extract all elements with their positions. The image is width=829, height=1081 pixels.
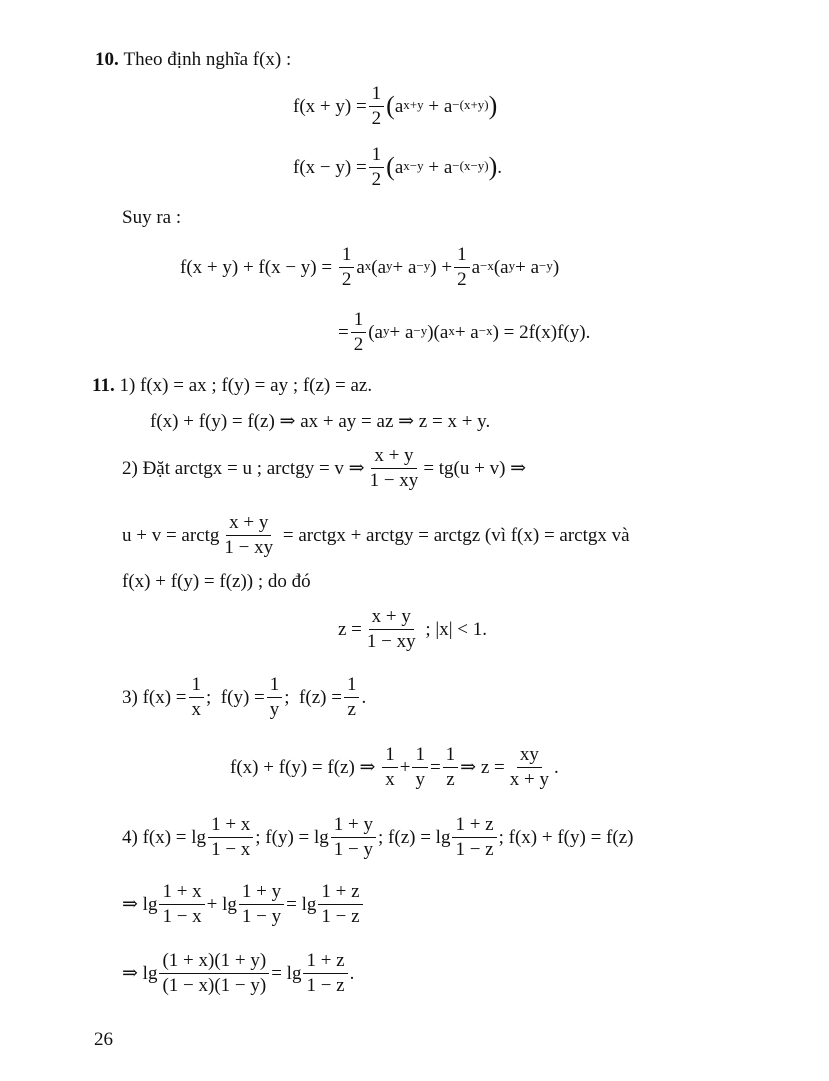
s11-p4-c: ⇒ lg $\frac{(1 + x)(1 + y)}{(1 - x)(1 - y)}$ = lg $\frac{1 + z}{1 - z}$ . [122, 950, 355, 996]
frac-lg-z: $\frac{1 + z}{1 - z}$ [303, 951, 347, 996]
frac-half: $\frac{1}{2}$ [351, 310, 367, 355]
frac-half: $\frac{1}{2}$ [369, 84, 385, 129]
eq1-lhs: f(x + y) = [293, 95, 367, 117]
eq2-lhs: f(x − y) = [293, 156, 367, 178]
frac-xy-sum: $\frac{x + y}{1 - xy}$ [366, 606, 416, 652]
frac-half: $\frac{1}{2}$ [369, 145, 385, 190]
frac-one-x: $\frac{1}{x}$ [189, 675, 205, 720]
frac-xy-sum: $\frac{x + y}{1 - xy}$ [224, 512, 274, 558]
s10-intro-line [95, 50, 291, 69]
s11-p1-a: 11. 1) f(x) = ax ; f(y) = ay ; f(z) = az. [92, 375, 373, 396]
s10-intro: Theo định nghĩa f(x) : [123, 49, 292, 70]
frac-one-y: $\frac{1}{y}$ [412, 745, 428, 790]
s10-suyra: Suy ra : [122, 207, 182, 228]
s11-number: 11. [92, 375, 115, 396]
s11-p2-d: z = $\frac{x + y}{1 - xy}$ ; |x| < 1. [338, 606, 487, 652]
s10-eq1: f(x + y) = $\frac{1}{2}$ ( a $^{x+y}$ + a $^{-(x+y)}$ ) [293, 83, 498, 129]
frac-lg-prod: $\frac{(1 + x)(1 + y)}{(1 - x)(1 - y)}$ [159, 951, 269, 996]
frac-lg-x: $\frac{1 + x}{1 - x}$ [208, 815, 253, 860]
s10-eq2: f(x − y) = $\frac{1}{2}$ ( a $^{x-y}$ + a $^{-(x-y)}$ ) . [293, 144, 503, 190]
frac-one-x: $\frac{1}{x}$ [382, 745, 398, 790]
frac-lg-x: $\frac{1 + x}{1 - x}$ [159, 882, 204, 927]
s11-p4-b: ⇒ lg $\frac{1 + x}{1 - x}$ + lg $\frac{1 + y}{1 - y}$ = lg $\frac{1 + z}{1 - z}$ [122, 882, 365, 927]
frac-one-z: $\frac{1}{z}$ [443, 745, 459, 790]
frac-one-y: $\frac{1}{y}$ [267, 675, 283, 720]
s11-p1-b: f(x) + f(y) = f(z) ⇒ ax + ay = az ⇒ z = x + y. [150, 411, 491, 432]
s11-p2-c: f(x) + f(y) = f(z)) ; do đó [122, 571, 311, 592]
s11-p3-b: f(x) + f(y) = f(z) ⇒ $\frac{1}{x}$ + $\frac{1}{y}$ = $\frac{1}{z}$ ⇒ z = $\frac{xy}{x + y}$ . [230, 744, 559, 790]
frac-half: $\frac{1}{2}$ [454, 245, 470, 290]
s10-number: 10. [95, 49, 119, 70]
s11-p3-a: 3) f(x) = $\frac{1}{x}$ ; f(y) = $\frac{1}{y}$ ; f(z) = $\frac{1}{z}$ . [122, 674, 367, 720]
frac-xy-over: $\frac{xy}{x + y}$ [509, 744, 549, 790]
s11-p2-a: 2) Đặt arctgx = u ; arctgy = v ⇒ $\frac{x + y}{1 - xy}$ = tg(u + v) ⇒ [122, 445, 527, 491]
frac-lg-y: $\frac{1 + y}{1 - y}$ [239, 882, 284, 927]
frac-lg-z: $\frac{1 + z}{1 - z}$ [452, 815, 496, 860]
frac-one-z: $\frac{1}{z}$ [344, 675, 360, 720]
s10-eq3: f(x + y) + f(x − y) = $\frac{1}{2}$ a $^x$ (a $^y$ + a $^{-y}$ ) + $\frac{1}{2}$ a $^{-x}$ (a $^y$ + a $^{-y}$ ) [180, 244, 560, 290]
frac-lg-z: $\frac{1 + z}{1 - z}$ [318, 882, 362, 927]
s10-eq4: = $\frac{1}{2}$ (a $^y$ + a $^{-y}$ )(a $^x$ + a $^{-x}$ ) = 2f(x)f(y). [338, 309, 591, 355]
frac-half: $\frac{1}{2}$ [339, 245, 355, 290]
s11-p2-b: u + v = arctg $\frac{x + y}{1 - xy}$ = arctgx + arctgy = arctgz (vì f(x) = arctgx và [122, 512, 630, 558]
frac-xy-sum: $\frac{x + y}{1 - xy}$ [369, 445, 419, 491]
frac-lg-y: $\frac{1 + y}{1 - y}$ [331, 815, 376, 860]
page-number: 26 [94, 1029, 113, 1050]
s11-p4-a: 4) f(x) = lg $\frac{1 + x}{1 - x}$ ; f(y) = lg $\frac{1 + y}{1 - y}$ ; f(z) = lg $\frac{1 + z}{1 - z}$ ; f(x) + f(y) = f(z) [122, 814, 634, 860]
